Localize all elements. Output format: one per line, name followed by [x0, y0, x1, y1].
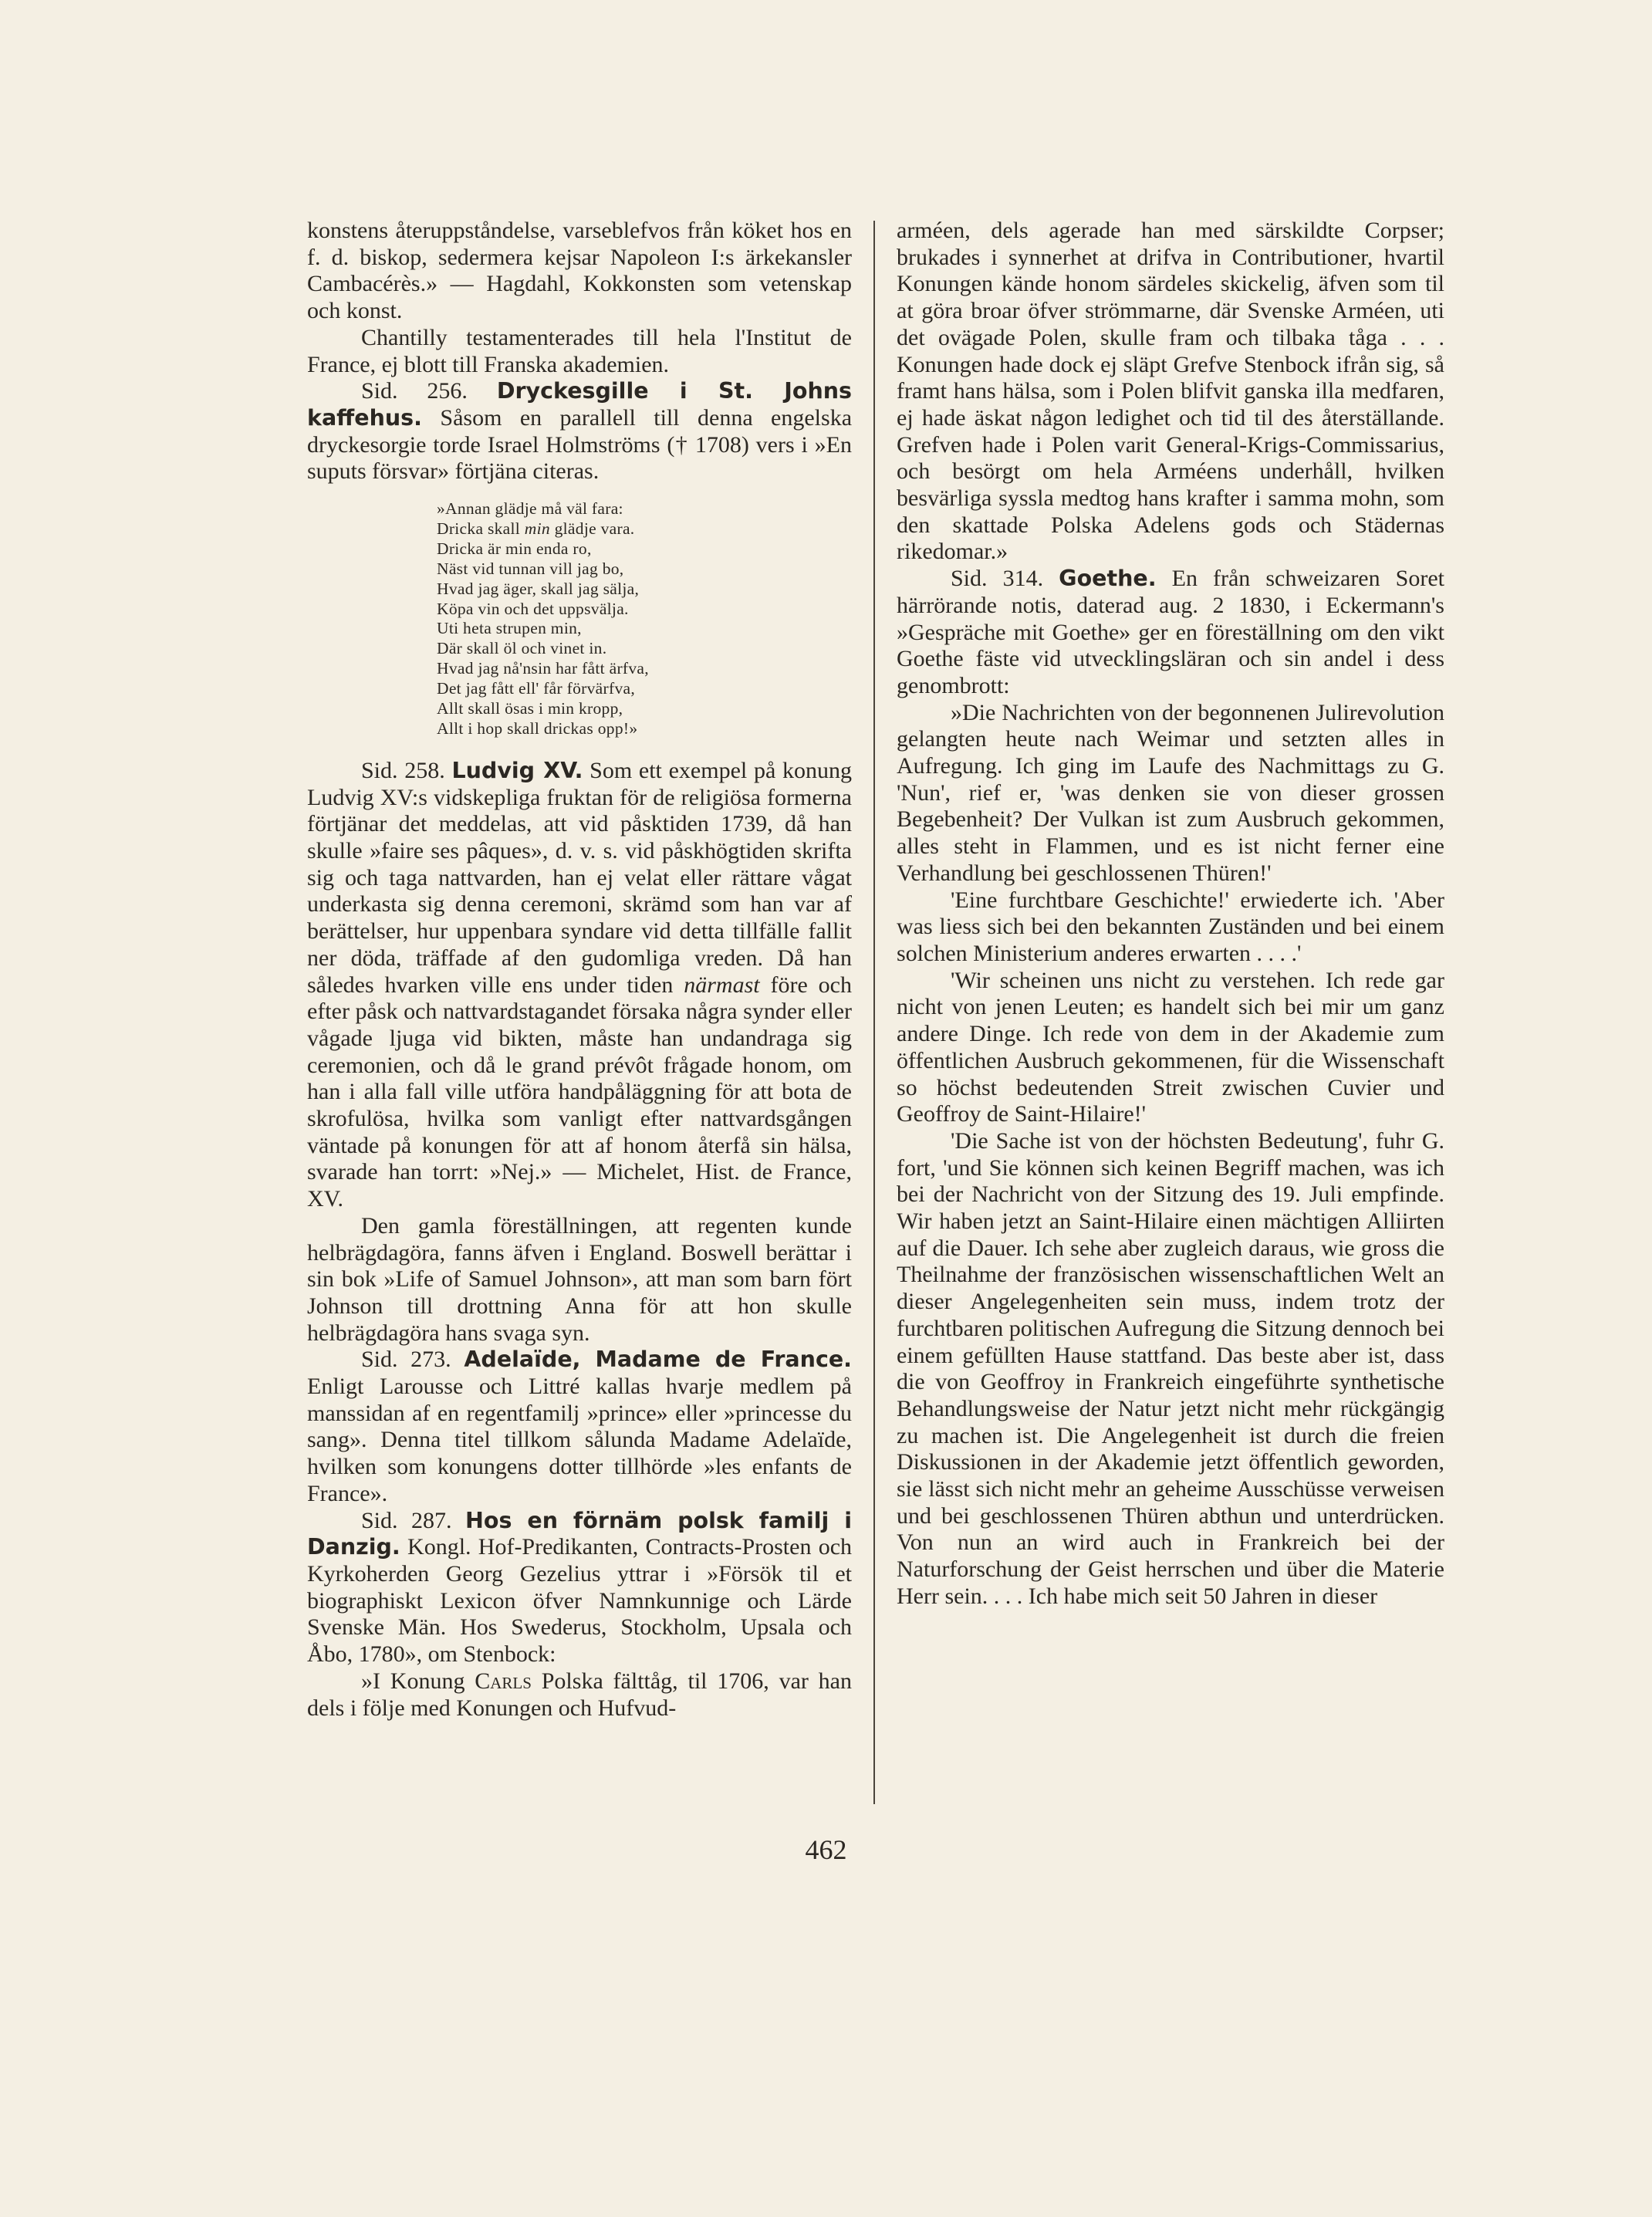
note-text: Enligt Larousse och Littré kallas hvarje medlem på manssidan af en regentfamilj »prince» eller »princesse du sang». Denna titel tillkom sålunda Madame Adelaïde, hvilken som konungens dotter tillhörde »les enfants de France». [307, 1374, 852, 1506]
small-caps-name: Carls [475, 1668, 532, 1694]
column-divider [873, 221, 875, 1804]
note-sid-273 [307, 1347, 852, 1507]
poem-line: Dricka skall min glädje vara. [437, 519, 635, 538]
note-text: Kongl. Hof-Predikanten, Contracts-Prosten och Kyrkoherden Georg Gezelius yttrar i »Försök til et biographiskt Lexicon öfver Namnkunnige och Lärde Svenske Män. Hos Swederus, Stockholm, Upsala och Åbo, 1780», om Stenbock: [307, 1534, 853, 1668]
poem-line: »Annan glädje må väl fara: [437, 499, 623, 519]
page-reference: Sid. 256. [361, 378, 468, 404]
poem-line: Hvad jag äger, skall jag sälja, [437, 579, 640, 598]
note-heading: Goethe. [1059, 566, 1157, 592]
left-column [307, 218, 852, 1722]
paragraph: arméen, dels agerade han med särskildte Corpser; brukades i synnerhet at drifva in Contributioner, hvartil Konungen kände honom särdeles skickelig, äfven som til at göra broar öfver strömmarne, där Svenske Arméen, uti det ovägade Polen, skulle fram och tilbaka tåga . . . Konungen hade dock ej släpt Grefve Stenbock ifrån sig, så framt hans hälsa, som i Polen blifvit ganska illa medfaren, ej hade äskat någon ledighet och tid til des återställande. Grefven hade i Polen varit General-Krigs-Commissarius, och besörgt om hela Arméens underhåll, hvilken besvärliga syssla medtog hans krafter i samma mohn, som den skattade Polska Adelens gods och Städernas rikedomar.» [897, 218, 1444, 565]
paragraph: »Die Nachrichten von der begonnenen Julirevolution gelangten heute nach Weimar und setzten alles in Aufregung. Ich ging im Laufe des Nachmittags zu G. 'Nun', rief er, 'was denken sie von dieser grossen Begebenheit? Der Vulkan ist zum Ausbruch gekommen, alles steht in Flammen, und es ist nicht ferner eine Verhandlung bei geschlossenen Thüren!' [897, 699, 1444, 886]
paragraph: 'Wir scheinen uns nicht zu verstehen. Ich rede gar nicht von jenen Leuten; es handelt sich bei mir um ganz andere Dinge. Ich rede von dem in der Akademie zum öffentlichen Ausbruch gekommenen, für die Wissenschaft so höchst bedeutenden Streit zwischen Cuvier und Geoffroy de Saint-Hilaire!' [897, 967, 1444, 1127]
note-heading: Hos en förnäm polsk familj i Danzig. [307, 1507, 853, 1560]
page-reference: Sid. 258. [361, 757, 445, 783]
poem-line: Köpa vin och det uppsvälja. [437, 599, 629, 618]
note-heading: Adelaïde, Madame de France. [464, 1347, 852, 1373]
right-column [897, 218, 1444, 1610]
poem-quote [437, 499, 852, 739]
note-heading: Ludvig XV. [451, 757, 583, 783]
page-number: 462 [805, 1834, 847, 1865]
paragraph: 'Eine furchtbare Geschichte!' erwiederte ich. 'Aber was liess sich bei den bekannten Zuständen und bei einem solchen Ministerium anderes erwarten . . . .' [897, 887, 1444, 966]
note-sid-314 [897, 566, 1444, 700]
quote-paragraph: »I Konung Carls Polska fälttåg, til 1706, var han dels i följe med Konungen och Hufvud- [307, 1668, 852, 1721]
page-reference: Sid. 314. [951, 566, 1044, 592]
poem-line: Allt i hop skall drickas opp!» [437, 719, 638, 738]
paragraph: 'Die Sache ist von der höchsten Bedeutung', fuhr G. fort, 'und Sie können sich keinen Begriff machen, was ich bei der Nachricht von der Sitzung des 19. Juli empfinde. Wir haben jetzt an Saint-Hilaire einen mächtigen Alliirten auf die Dauer. Ich sehe aber zugleich daraus, wie gross die Theilnahme der französischen wissenschaftlichen Welt an dieser Angelegenheiten sein muss, indem trotz der furchtbaren politischen Aufregung die Sitzung dennoch bei einem gefüllten Hause stattfand. Das beste aber ist, dass die von Geoffroy in Frankreich eingeführte synthetische Behandlungsweise der Natur jetzt nicht mehr rückgängig zu machen ist. Die Angelegenheit ist durch die freien Diskussionen in der Akademie jetzt öffentlich geworden, sie lässt sich nicht mehr an geheime Ausschüsse verweisen und bei geschlossenen Thüren abthun und unterdrücken. Von nun an wird auch in Frankreich bei der Naturforschung der Geist herrschen und über die Materie Herr sein. . . . Ich habe mich seit 50 Jahren in dieser [897, 1127, 1444, 1609]
note-sid-258: Sid. 258. Ludvig XV. Som ett exempel på konung Ludvig XV:s vidskepliga fruktan för de religiösa formerna förtjänar det meddelas, att vid påsktiden 1739, då han skulle »faire ses pâques», d. v. s. vid påskhögtiden skrifta sig och taga nattvarden, han ej velat eller rättare vågat underkasta sig denna ceremoni, skrämd som han var af berättelser, hur uppenbara syndare vid detta tillfälle fallit ner döda, träffade af den gudomliga vreden. Då han således hvarken ville ens under tiden närmast före och efter påsk och nattvardstagandet försaka några synder eller vågade ljuga vid bikten, måste han undandraga sig ceremonien, och då le grand prévôt frågade honom, om han i alla fall ville utföra handpåläggning för att bota de skrofulösa, hvilka som vanligt efter nattvardsgången väntade på konungen för att af honom återfå sin hälsa, svarade han torrt: »Nej.» — Michelet, Hist. de France, XV. [307, 757, 852, 1212]
poem-line: Hvad jag nå'nsin har fått ärfva, [437, 659, 649, 678]
emphasis: min [524, 519, 550, 538]
paragraph: Chantilly testamenterades till hela l'Institut de France, ej blott till Franska akademien. [307, 324, 852, 377]
note-sid-256 [307, 378, 852, 485]
poem-line: Allt skall ösas i min kropp, [437, 699, 623, 718]
poem-line: Där skall öl och vinet in. [437, 639, 607, 658]
note-text: Såsom en parallell till denna engelska dryckesorgie torde Israel Holmströms († 1708) vers i »En suputs försvar» förtjäna citeras. [307, 404, 853, 485]
poem-line: Näst vid tunnan vill jag bo, [437, 559, 624, 578]
note-heading: Dryckesgille i St. Johns kaffehus. [307, 378, 852, 431]
page-reference: Sid. 287. [361, 1507, 452, 1533]
emphasis: närmast [684, 972, 760, 998]
paragraph: konstens återuppståndelse, varseblefvos från köket hos en f. d. biskop, sedermera kejsar Napoleon I:s ärkekansler Cambacérès.» — Hagdahl, Kokkonsten som vetenskap och konst. [307, 218, 852, 324]
poem-line: Dricka är min enda ro, [437, 539, 592, 558]
page-reference: Sid. 273. [361, 1347, 451, 1373]
paragraph: Den gamla föreställningen, att regenten kunde helbrägdagöra, fanns äfven i England. Boswell berättar i sin bok »Life of Samuel Johnson», att man som barn fört Johnson till drottning Anna för att hon skulle helbrägdagöra hans svaga syn. [307, 1212, 852, 1346]
poem-line: Det jag fått ell' får förvärfva, [437, 679, 636, 698]
note-sid-287 [307, 1508, 852, 1668]
poem-line: Uti heta strupen min, [437, 619, 582, 638]
note-text: En från schweizaren Soret härrörande notis, daterad aug. 2 1830, i Eckermann's »Gespräche mit Goethe» ger en föreställning om den vikt Goethe fäste vid utvecklingsläran och sin andel i dess genombrott: [897, 566, 1445, 698]
